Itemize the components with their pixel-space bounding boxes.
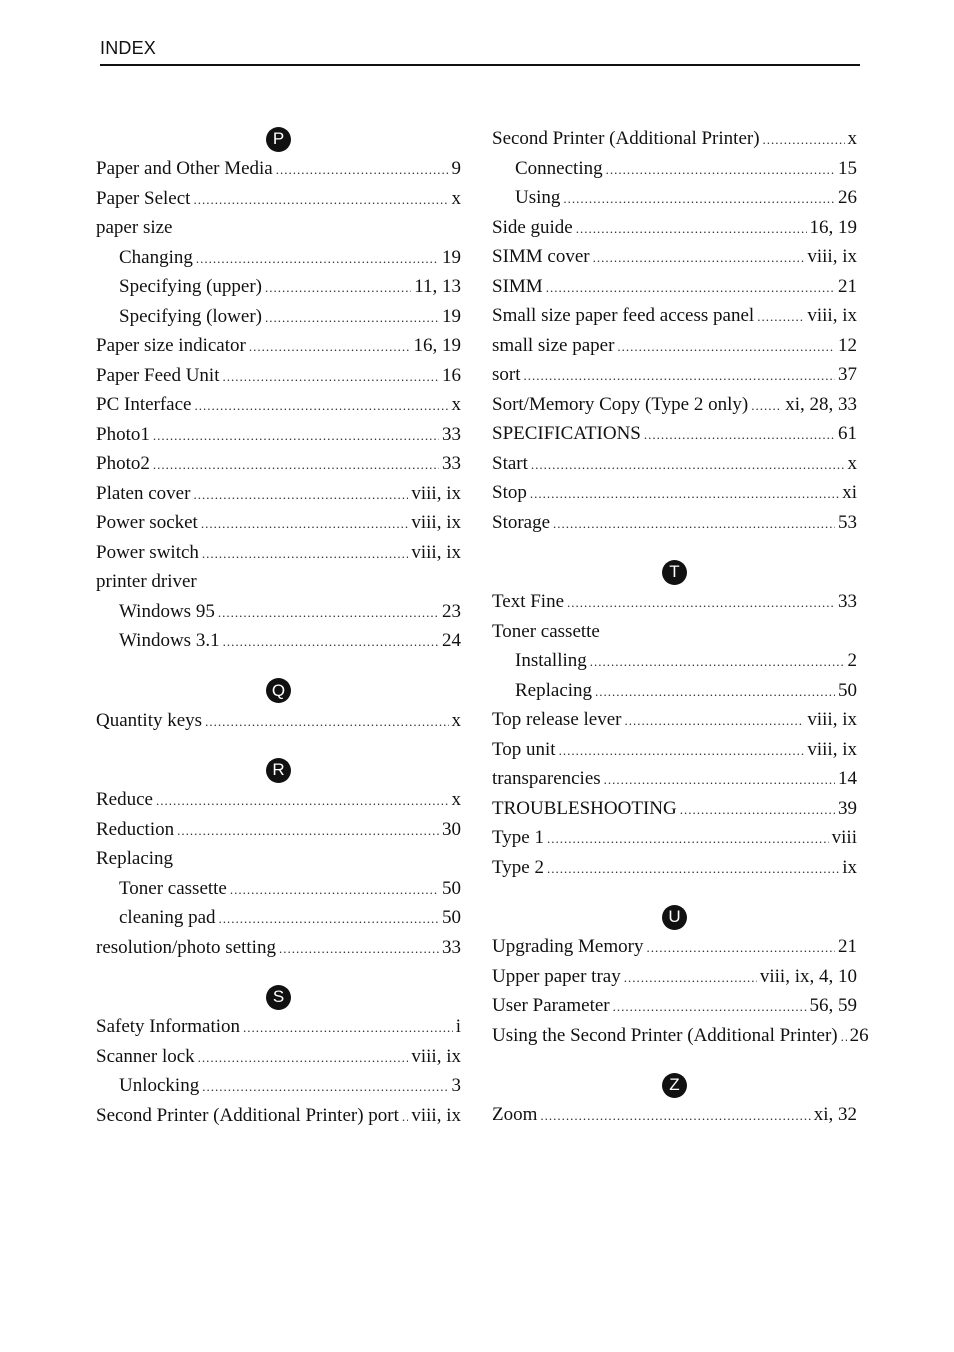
index-term: Paper and Other Media bbox=[96, 158, 273, 179]
page-reference: 37 bbox=[838, 364, 857, 385]
index-term: Safety Information bbox=[96, 1016, 241, 1037]
page-reference: 50 bbox=[838, 679, 857, 701]
index-term: Replacing bbox=[96, 848, 174, 869]
page-reference: 33 bbox=[442, 936, 461, 958]
index-section-t bbox=[492, 537, 857, 882]
section-letter-badge: R bbox=[266, 758, 291, 783]
dot-leader bbox=[604, 765, 835, 795]
index-entry-pc-interface bbox=[96, 390, 461, 420]
index-entry-resolution-photo-setting bbox=[96, 933, 461, 963]
page-reference: 15 bbox=[838, 157, 857, 179]
index-term: Reduction bbox=[96, 818, 175, 840]
dot-leader bbox=[153, 450, 439, 480]
index-entry-specifications bbox=[492, 419, 857, 449]
dot-leader bbox=[205, 707, 448, 737]
dot-leader bbox=[193, 480, 408, 510]
index-entry-scanner-lock bbox=[96, 1042, 461, 1072]
dot-leader bbox=[624, 706, 804, 736]
index-term: Type 1 bbox=[492, 827, 544, 848]
index-entry-start bbox=[492, 449, 857, 479]
section-letter-badge: T bbox=[662, 560, 687, 585]
page-reference: 53 bbox=[838, 511, 857, 533]
page-header bbox=[100, 34, 860, 66]
index-entry-safety-information bbox=[96, 1012, 461, 1042]
index-entry-stop bbox=[492, 478, 857, 508]
index-entry-second-printer-additional-printer-port bbox=[96, 1101, 461, 1131]
dot-leader bbox=[547, 824, 829, 854]
index-term: Zoom bbox=[492, 1104, 538, 1125]
index-entry-sort bbox=[492, 360, 857, 390]
index-term: Platen cover bbox=[96, 482, 191, 504]
page-reference: 50 bbox=[442, 907, 461, 928]
dot-leader bbox=[606, 155, 835, 185]
index-term: Stop bbox=[492, 482, 527, 503]
dot-leader bbox=[531, 450, 845, 480]
index-entry-photo2 bbox=[96, 449, 461, 479]
dot-leader bbox=[201, 509, 409, 539]
page-reference: viii bbox=[831, 827, 857, 848]
index-term: Toner cassette bbox=[119, 877, 227, 899]
index-term: Specifying (lower) bbox=[119, 305, 262, 327]
dot-leader bbox=[644, 420, 835, 450]
index-entry-windows-3-1 bbox=[96, 626, 461, 656]
index-term: Unlocking bbox=[119, 1075, 200, 1096]
page-reference: 33 bbox=[442, 453, 461, 474]
dot-leader bbox=[576, 214, 807, 244]
page-reference: x bbox=[451, 187, 461, 209]
index-entry-type-2 bbox=[492, 853, 857, 883]
index-term: Type 2 bbox=[492, 856, 544, 878]
dot-leader bbox=[153, 421, 439, 451]
dot-leader bbox=[559, 736, 805, 766]
index-entry-unlocking bbox=[96, 1071, 461, 1101]
dot-leader bbox=[763, 125, 845, 155]
page-reference: viii, ix bbox=[411, 541, 461, 563]
page-reference: viii, ix, 4, 10 bbox=[759, 965, 857, 987]
index-entry-troubleshooting bbox=[492, 794, 857, 824]
index-entry-storage bbox=[492, 508, 857, 538]
page-reference: 61 bbox=[838, 423, 857, 444]
index-column-left bbox=[96, 124, 461, 1130]
page-reference: x bbox=[847, 452, 857, 474]
index-entry-simm bbox=[492, 272, 857, 302]
page-reference: 19 bbox=[442, 305, 461, 327]
index-term: Text Fine bbox=[492, 591, 565, 612]
index-term: Windows 3.1 bbox=[119, 630, 220, 651]
page-reference: viii, ix bbox=[411, 1045, 461, 1067]
index-entry-top-release-lever bbox=[492, 705, 857, 735]
page-reference: 16, 19 bbox=[413, 335, 461, 356]
index-entry-power-switch bbox=[96, 538, 461, 568]
dot-leader bbox=[198, 1043, 409, 1073]
index-entry-paper-and-other-media bbox=[96, 154, 461, 184]
index-term: TROUBLESHOOTING bbox=[492, 797, 677, 819]
index-entry-replacing bbox=[96, 844, 461, 874]
page-reference: viii, ix bbox=[807, 246, 857, 267]
page-reference: 19 bbox=[442, 246, 461, 268]
dot-leader bbox=[202, 1072, 448, 1102]
index-term: Upgrading Memory bbox=[492, 936, 644, 957]
page-reference: viii, ix bbox=[807, 738, 857, 760]
dot-leader bbox=[757, 302, 804, 332]
index-entry-photo1 bbox=[96, 420, 461, 450]
index-entry-quantity-keys bbox=[96, 706, 461, 736]
index-entry-small-size-paper bbox=[492, 331, 857, 361]
index-entry-reduce bbox=[96, 785, 461, 815]
index-entry-paper-size-indicator bbox=[96, 331, 461, 361]
index-section-p bbox=[96, 124, 461, 656]
dot-leader bbox=[249, 332, 411, 362]
page-reference: 9 bbox=[451, 158, 461, 179]
index-term: resolution/photo setting bbox=[96, 936, 276, 958]
index-entry-simm-cover bbox=[492, 242, 857, 272]
index-term: Top unit bbox=[492, 738, 556, 760]
page-reference: viii, ix bbox=[807, 709, 857, 730]
index-entry-toner-cassette bbox=[96, 874, 461, 904]
dot-leader bbox=[193, 185, 448, 215]
index-entry-cleaning-pad bbox=[96, 903, 461, 933]
index-term: Paper Select bbox=[96, 187, 191, 209]
index-term: PC Interface bbox=[96, 394, 192, 415]
index-term: Scanner lock bbox=[96, 1045, 195, 1067]
page-reference: 3 bbox=[451, 1075, 461, 1096]
index-entry-using-the-second-printer-additional-printer bbox=[492, 1021, 869, 1051]
index-entry-specifying-upper bbox=[96, 272, 461, 302]
index-term: paper size bbox=[96, 217, 173, 238]
index-term: User Parameter bbox=[492, 995, 610, 1016]
index-section-z bbox=[492, 1050, 857, 1130]
page-reference: 21 bbox=[838, 275, 857, 297]
index-entry-using bbox=[492, 183, 857, 213]
dot-leader bbox=[223, 627, 439, 657]
page-reference: 21 bbox=[838, 936, 857, 957]
index-section-continued bbox=[492, 124, 857, 537]
dot-leader bbox=[595, 677, 835, 707]
index-term: SIMM cover bbox=[492, 246, 590, 267]
index-term: Start bbox=[492, 452, 528, 474]
index-entry-paper-size bbox=[96, 213, 461, 243]
dot-leader bbox=[553, 509, 835, 539]
index-term: Second Printer (Additional Printer) bbox=[492, 128, 760, 149]
dot-leader bbox=[230, 875, 439, 905]
dot-leader bbox=[265, 273, 411, 303]
page-title: INDEX bbox=[100, 38, 157, 58]
page-reference: 39 bbox=[838, 797, 857, 819]
index-entry-paper-select bbox=[96, 184, 461, 214]
index-term: Storage bbox=[492, 511, 551, 533]
index-term: printer driver bbox=[96, 571, 197, 592]
index-term: Reduce bbox=[96, 789, 153, 810]
page-reference: 14 bbox=[838, 768, 857, 789]
dot-leader bbox=[279, 934, 439, 964]
index-section-r bbox=[96, 735, 461, 962]
page-reference: 56, 59 bbox=[809, 995, 857, 1016]
section-letter-badge: P bbox=[266, 127, 291, 152]
dot-leader bbox=[222, 362, 439, 392]
index-term: Side guide bbox=[492, 216, 573, 238]
page-reference: 16, 19 bbox=[809, 216, 857, 238]
page-reference: viii, ix bbox=[411, 1104, 461, 1126]
index-entry-second-printer-additional-printer bbox=[492, 124, 857, 154]
index-term: Using the Second Printer (Additional Printer) bbox=[492, 1024, 838, 1046]
index-term: Paper size indicator bbox=[96, 335, 246, 356]
index-term: Sort/Memory Copy (Type 2 only) bbox=[492, 393, 749, 415]
index-term: Replacing bbox=[515, 679, 593, 701]
index-section-q bbox=[96, 656, 461, 736]
index-term: sort bbox=[492, 364, 521, 385]
index-term: Top release lever bbox=[492, 709, 622, 730]
index-entry-zoom bbox=[492, 1100, 857, 1130]
dot-leader bbox=[530, 479, 839, 509]
page-reference: xi, 28, 33 bbox=[785, 393, 857, 415]
dot-leader bbox=[194, 391, 448, 421]
page-reference: 50 bbox=[442, 877, 461, 899]
index-entry-small-size-paper-feed-access-panel bbox=[492, 301, 857, 331]
page-reference: 30 bbox=[442, 818, 461, 840]
dot-leader bbox=[751, 391, 782, 421]
dot-leader bbox=[218, 598, 439, 628]
index-entry-printer-driver bbox=[96, 567, 461, 597]
index-term: Paper Feed Unit bbox=[96, 364, 220, 386]
index-entry-upgrading-memory bbox=[492, 932, 857, 962]
index-entry-specifying-lower bbox=[96, 302, 461, 332]
page-reference: viii, ix bbox=[411, 482, 461, 504]
dot-leader bbox=[624, 963, 757, 993]
dot-leader bbox=[546, 273, 835, 303]
index-term: Power switch bbox=[96, 541, 199, 563]
index-term: cleaning pad bbox=[119, 907, 216, 928]
section-letter-badge: Q bbox=[266, 678, 291, 703]
page-reference: 33 bbox=[838, 591, 857, 612]
page-reference: i bbox=[455, 1016, 461, 1037]
index-entry-connecting bbox=[492, 154, 857, 184]
index-term: Power socket bbox=[96, 512, 198, 533]
index-entry-toner-cassette bbox=[492, 617, 857, 647]
index-entry-sort-memory-copy-type-2-only bbox=[492, 390, 857, 420]
dot-leader bbox=[540, 1101, 810, 1131]
index-entry-top-unit bbox=[492, 735, 857, 765]
index-term: Using bbox=[515, 187, 561, 208]
dot-leader bbox=[177, 816, 439, 846]
index-term: transparencies bbox=[492, 768, 601, 789]
page-reference: 26 bbox=[838, 187, 857, 208]
index-entry-power-socket bbox=[96, 508, 461, 538]
index-term: Installing bbox=[515, 650, 587, 671]
index-term: Quantity keys bbox=[96, 709, 203, 731]
dot-leader bbox=[243, 1013, 453, 1043]
page-reference: xi, 32 bbox=[813, 1104, 857, 1125]
section-letter-badge: S bbox=[266, 985, 291, 1010]
index-entry-windows-95 bbox=[96, 597, 461, 627]
dot-leader bbox=[567, 588, 835, 618]
page-reference: x bbox=[847, 128, 857, 149]
page-reference: x bbox=[451, 709, 461, 731]
page-reference: 26 bbox=[849, 1024, 869, 1046]
section-letter-badge: U bbox=[662, 905, 687, 930]
index-section-s bbox=[96, 962, 461, 1130]
index-term: Upper paper tray bbox=[492, 965, 621, 987]
dot-leader bbox=[156, 786, 449, 816]
dot-leader bbox=[680, 795, 835, 825]
index-section-u bbox=[492, 882, 869, 1050]
index-term: Changing bbox=[119, 246, 193, 268]
index-entry-type-1 bbox=[492, 823, 857, 853]
index-term: Toner cassette bbox=[492, 620, 600, 642]
index-entry-user-parameter bbox=[492, 991, 857, 1021]
index-column-right bbox=[492, 124, 869, 1130]
page-reference: 33 bbox=[442, 423, 461, 445]
index-term: small size paper bbox=[492, 334, 615, 356]
dot-leader bbox=[593, 243, 805, 273]
dot-leader bbox=[590, 647, 845, 677]
dot-leader bbox=[646, 933, 835, 963]
index-term: SIMM bbox=[492, 275, 543, 297]
index-term: Windows 95 bbox=[119, 600, 215, 622]
page-reference: 12 bbox=[838, 334, 857, 356]
dot-leader bbox=[524, 361, 836, 391]
index-entry-changing bbox=[96, 243, 461, 273]
index-entry-platen-cover bbox=[96, 479, 461, 509]
page-reference: xi bbox=[842, 482, 857, 503]
page-reference: 23 bbox=[442, 600, 461, 622]
page-reference: viii, ix bbox=[807, 305, 857, 326]
dot-leader bbox=[276, 155, 449, 185]
page-reference: 16 bbox=[442, 364, 461, 386]
dot-leader bbox=[563, 184, 835, 214]
dot-leader bbox=[613, 992, 807, 1022]
page-reference: x bbox=[451, 789, 461, 810]
index-term: Second Printer (Additional Printer) port bbox=[96, 1104, 399, 1126]
index-entry-paper-feed-unit bbox=[96, 361, 461, 391]
page-reference: viii, ix bbox=[411, 512, 461, 533]
page-reference: x bbox=[451, 394, 461, 415]
index-term: Connecting bbox=[515, 157, 603, 179]
page-reference: 24 bbox=[442, 630, 461, 651]
index-entry-installing bbox=[492, 646, 857, 676]
index-entry-upper-paper-tray bbox=[492, 962, 857, 992]
dot-leader bbox=[196, 244, 439, 274]
dot-leader bbox=[617, 332, 835, 362]
index-entry-side-guide bbox=[492, 213, 857, 243]
index-term: Photo2 bbox=[96, 453, 150, 474]
dot-leader bbox=[202, 539, 408, 569]
dot-leader bbox=[265, 303, 439, 333]
index-term: Small size paper feed access panel bbox=[492, 305, 755, 326]
index-term: SPECIFICATIONS bbox=[492, 423, 641, 444]
dot-leader bbox=[219, 904, 439, 934]
page-reference: 2 bbox=[847, 650, 857, 671]
dot-leader bbox=[547, 854, 839, 884]
index-term: Photo1 bbox=[96, 423, 150, 445]
index-entry-text-fine bbox=[492, 587, 857, 617]
page-reference: ix bbox=[842, 856, 857, 878]
index-entry-replacing bbox=[492, 676, 857, 706]
index-term: Specifying (upper) bbox=[119, 276, 262, 297]
index-entry-transparencies bbox=[492, 764, 857, 794]
page-reference: 11, 13 bbox=[414, 276, 461, 297]
section-letter-badge: Z bbox=[662, 1073, 687, 1098]
index-entry-reduction bbox=[96, 815, 461, 845]
